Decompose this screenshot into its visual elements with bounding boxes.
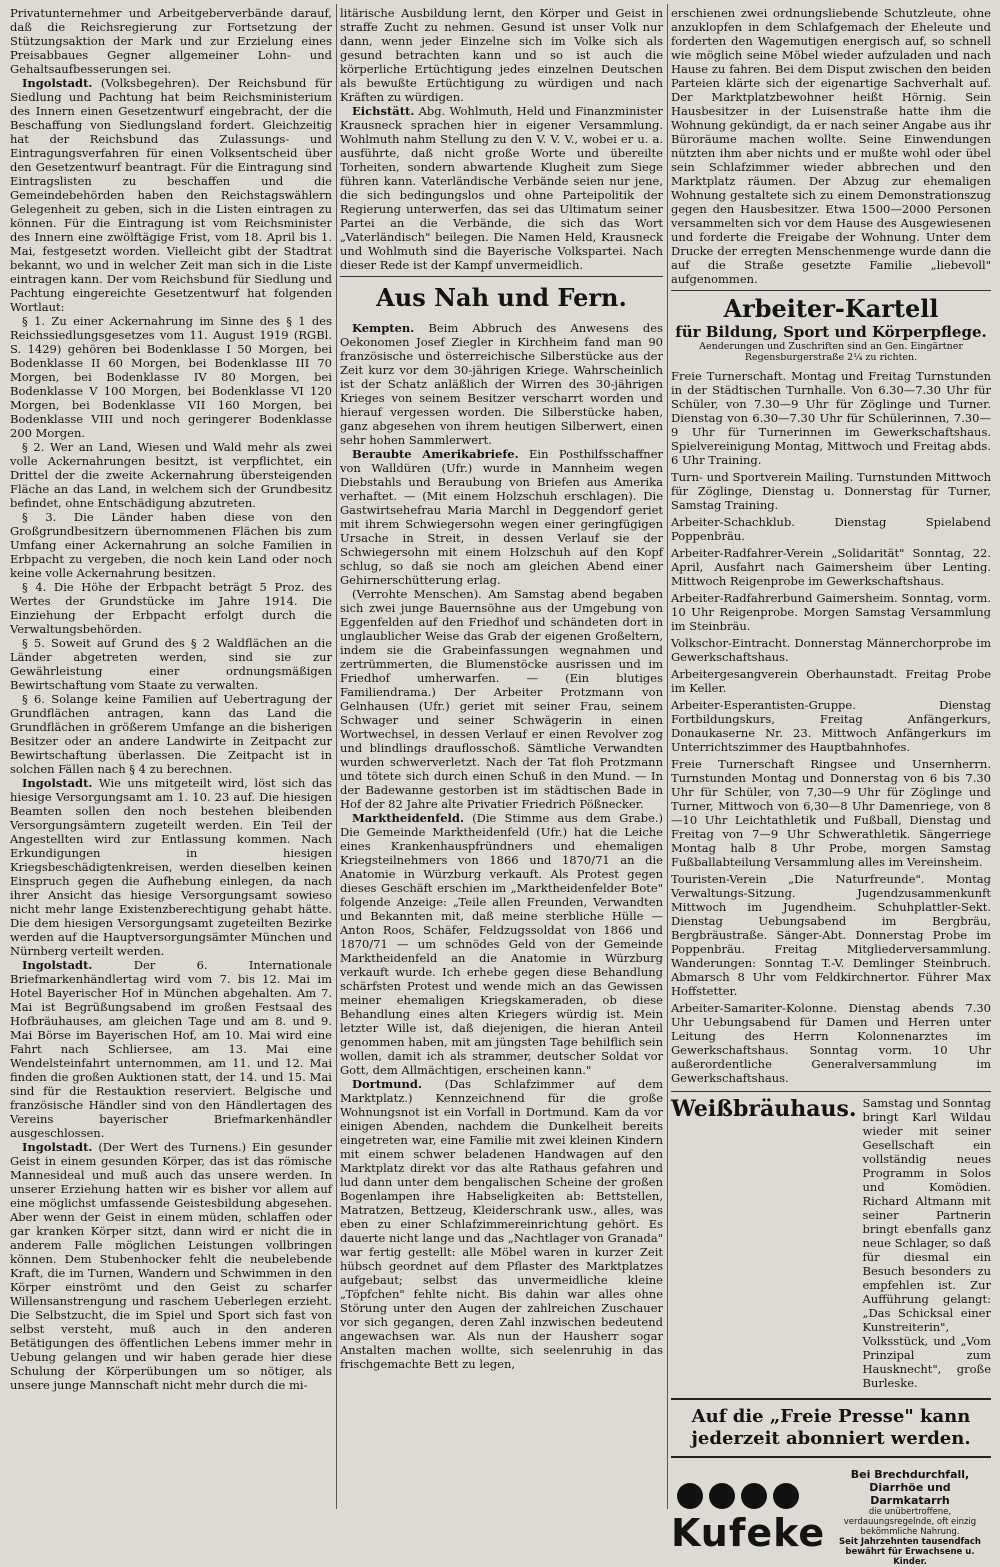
article-paragraph: erschienen zwei ordnungsliebende Schutzleute, ohne anzuklopfen in dem Schlafgemach der Eheleute und forderten den Wagemutigen energisch auf, so schnell wie möglich seine Möbel wieder aufzuladen und nach Hause zu fahren. Bei dem Disput zwischen den beiden Parteien klärte sich der eigenartige Sachverhalt auf. Der Marktplatzbewohner heißt Hörnig. Sein Hausbesitzer in der Luisenstraße hatte ihm die Wohnung gekündigt, da er nach seiner Angabe aus ihr Büroräume machen wollte. Seine Einwendungen nützten ihm aber nichts und er mußte wohl oder übel sein Schlafzimmer wieder abbrechen und den Marktplatz räumen. Der Abzug zur ehemaligen Wohnung gestaltete sich zu einem Demonstrationszug gegen den Hausbesitzer. Etwa 1500—2000 Personen versammelten sich vor dem Hause des Ausgewiesenen und forderte die Freigabe der Wohnung. Unter dem Drucke der erregten Menschenmenge wurde dann die auf die Straße gesetzte Familie „liebevoll" aufgenommen. [671,6,991,286]
article-paragraph: Privatunternehmer und Arbeitgeberverbände darauf, daß die Reichsregierung zur Fortsetzung der Stützungsaktion der Mark und zur Erzielung eines Preisabbaues Gegner allgemeiner Lohn- und Gehaltsaufbesserungen sei. [10,6,332,76]
kufeke-brand: Kufeke [671,1510,826,1555]
club-notice: Arbeitergesangverein Oberhaunstadt. Freitag Probe im Keller. [671,667,991,695]
article-paragraph [10,1140,332,1392]
article-text: Beim Abbruch des Anwesens des Oekonomen Josef Ziegler in Kirchheim fand man 90 französische und österreichische Silberstücke aus der Zeit kurz vor dem 30-jährigen Kriege. Wahrscheinlich ist der Schatz anläßlich der Wirren des 30-jährigen Krieges von seinem Besitzer verscharrt worden und hierauf vergessen worden. Die Silberstücke haben, ganz abgesehen von ihrem heutigen Silberwert, einen sehr hohen Sammlerwert. [340,321,663,447]
article-paragraph [340,447,663,587]
law-paragraph: § 6. Solange keine Familien auf Uebertragung der Grundflächen antragen, kann das Land die Grundflächen in größerem Umfange an die bisherigen Besitzer oder an andere Landwirte in Zeitpacht zur Bewirtschaftung überlassen. Die Zeitpacht ist in solchen Fällen nach § 4 zu berechnen. [10,692,332,776]
law-paragraph: § 2. Wer an Land, Wiesen und Wald mehr als zwei volle Ackernahrungen besitzt, ist verpflichtet, ein Drittel der die zweite Ackernahrung übersteigenden Fläche an das Land, in welchem sich der Grundbesitz befindet, ohne Entschädigung abzutreten. [10,440,332,510]
article-text: (Die Stimme aus dem Grabe.) Die Gemeinde Marktheidenfeld (Ufr.) hat die Leiche eines Krankenhauspfründners und ehemaligen Kriegsteilnehmers von 1866 und 1870/71 an die Anatomie in Würzburg verkauft. Als Protest gegen dieses Geschäft erschien im „Marktheidenfelder Bote" folgende Anzeige: „Teile allen Freunden, Verwandten und Bekannten mit, daß meine sterbliche Hülle — Anton Roos, Schäfer, Feldzugssoldat von 1866 und 1870/71 — um schnödes Geld von der Gemeinde Marktheidenfeld an die Anatomie in Würzburg verkauft wurde. Ich erhebe gegen diese Behandlung schärfsten Protest und wende mich an das Gewissen meiner ehemaligen Kriegskameraden, ob diese Behandlung eines alten Kriegers würdig ist. Mein letzter Wille ist, daß diejenigen, die hieran Anteil genommen haben, mit am jüngsten Tage behilflich sein wollen, damit ich als strammer, deutscher Soldat vor Gott, dem Allmächtigen, erscheinen kann." [340,811,663,1077]
club-notice: Arbeiter-Radfahrer-Verein „Solidarität" Sonntag, 22. April, Ausfahrt nach Gaimersheim über Lenting. Mittwoch Reigenprobe im Gewerkschaftshaus. [671,546,991,588]
kartell-subtitle: für Bildung, Sport und Körperpflege. [675,323,987,341]
dot-icon [741,1483,767,1509]
column-rule [667,4,668,1509]
article-text: Ein Posthilfsschaffner von Walldüren (Ufr.) wurde in Mannheim wegen Diebstahls und Beraubung von Briefen aus Amerika verhaftet. — (Mit einem Holzschuh erschlagen). Die Gastwirtsehefrau Maria Marchl in Deggendorf geriet mit ihrem Schwiegersohn wegen einer geringfügigen Ursache in Streit, in dessen Verlauf sie der Schwiegersohn mit einem Holzschuh auf den Kopf schlug, so daß sie noch am gleichen Abend einer Gehirnerschütterung erlag. [340,447,663,587]
kufeke-copy [829,1468,991,1567]
article-dateline: Ingolstadt. [22,1140,93,1154]
article-paragraph [340,104,663,272]
article-text: (Volksbegehren). Der Reichsbund für Siedlung und Pachtung hat beim Reichsministerium des Innern einen Gesetzentwurf eingebracht, der die Beschaffung von Siedlungsland fordert. Gleichzeitig hat der Reichsbund das Zulassungs- und Eintragungsverfahren für einen Volksentscheid über den Gesetzentwurf beantragt. Für die Eintragung sind Eintragslisten zu beschaffen und die Gemeindebehörden haben den Reichstagswählern Gelegenheit zu geben, sich in die Listen eintragen zu können. Für die Eintragung ist vom Reichsminister des Innern eine zwölftägige Frist, vom 18. April bis 1. Mai, festgesetzt worden. Vielleicht gibt der Stadtrat bekannt, wo und in welcher Zeit man sich in die Liste eintragen kann. Der vom Reichsbund für Siedlung und Pachtung eingereichte Gesetzentwurf hat folgenden Wortlaut: [10,76,332,314]
column-middle [340,6,663,1506]
article-paragraph [340,321,663,447]
law-paragraph: § 1. Zu einer Ackernahrung im Sinne des § 1 des Reichssiedlungsgesetzes vom 11. August 1919 (RGBl. S. 1429) gehören bei Bodenklasse I 50 Morgen, bei Bodenklasse II 60 Morgen, bei Bodenklasse III 70 Morgen, bei Bodenklasse IV 80 Morgen, bei Bodenklasse V 100 Morgen, bei Bodenklasse VI 120 Morgen, bei Bodenklasse VII 160 Morgen, bei Bodenklasse VIII und noch geringerer Bodenklasse 200 Morgen. [10,314,332,440]
article-paragraph [10,76,332,314]
club-notice: Arbeiter-Schachklub. Dienstag Spielabend Poppenbräu. [671,515,991,543]
kufeke-logo [671,1483,826,1555]
weissbraeuhaus-name: Weißbräuhaus. [671,1096,857,1122]
article-dateline: Ingolstadt. [22,76,93,90]
article-paragraph [340,811,663,1077]
kufeke-text: die unübertroffene, verdauungsregelnde, oft einzig bekömmliche Nahrung. [843,1507,977,1537]
dot-icon [773,1483,799,1509]
club-notice: Freie Turnerschaft. Montag und Freitag Turnstunden in der Städtischen Turnhalle. Von 6.30—7.30 Uhr für Schüler, von 7.30—9 Uhr für Zöglinge und Turner. Dienstag von 6.30—7.30 Uhr für Schülerinnen, 7.30—9 Uhr für Turnerinnen im Gewerkschaftshaus. Spielvereinigung Montag, Mittwoch und Freitag abds. 6 Uhr Training. [671,369,991,467]
law-paragraph: § 4. Die Höhe der Erbpacht beträgt 5 Proz. des Wertes der Grundstücke im Jahre 1914. Die Einziehung der Erbpacht erfolgt durch die Verwaltungsbehörden. [10,580,332,636]
club-notice: Volkschor-Eintracht. Donnerstag Männerchorprobe im Gewerkschaftshaus. [671,636,991,664]
kufeke-ad [671,1468,991,1567]
subscription-notice: Auf die „Freie Presse" kann jederzeit abonniert werden. [671,1398,991,1458]
article-dateline: Eichstätt. [352,104,415,118]
kartell-title: Arbeiter-Kartell [723,294,939,323]
article-text: (Der Wert des Turnens.) Ein gesunder Geist in einem gesunden Körper, das ist das römische Mannesideal und muß auch das unsere werden. In unserer Erziehung hatten wir es bisher vor allem auf eine möglichst umfassende Geistesbildung abgesehen. Aber wenn der Geist in einem müden, schlaffen oder gar kranken Körper sitzt, dann wird er nicht die in anderem Falle möglichen Leistungen vollbringen können. Dem Stubenhocker fehlt die neubelebende Kraft, die im Turnen, Wandern und Schwimmen in den Körper einströmt und den Geist zu scharfer Willensanstrengung und raschem Ueberlegen erzieht. Die Selbstzucht, die im Spiel und Sport sich fast von selbst versteht, muß auch in den anderen Betätigungen des öffentlichen Lebens immer mehr in Uebung gelangen und wir haben gerade hier diese Schulung der Körperübungen um so nötiger, als unsere junge Mannschaft nicht mehr durch die mi- [10,1140,332,1392]
club-notice: Arbeiter-Samariter-Kolonne. Dienstag abends 7.30 Uhr Uebungsabend für Damen und Herren unter Leitung des Herrn Kolonnenarztes im Gewerkschaftshaus. Sonntag vorm. 10 Uhr außerordentliche Generalversammlung im Gewerkschaftshaus. [671,1001,991,1085]
kufeke-footer: Seit Jahrzehnten tausendfach bewährt für Erwachsene u. Kinder. [839,1537,981,1567]
club-notice: Arbeiter-Esperantisten-Gruppe. Dienstag Fortbildungskurs, Freitag Anfängerkurs, Donaukaserne Nr. 23. Mittwoch Anfängerkurs im Unterrichtszimmer des Hauptbahnhofes. [671,698,991,754]
club-notice: Arbeiter-Radfahrerbund Gaimersheim. Sonntag, vorm. 10 Uhr Reigenprobe. Morgen Samstag Versammlung im Steinbräu. [671,591,991,633]
article-text: Wie uns mitgeteilt wird, löst sich das hiesige Versorgungsamt am 1. 10. 23 auf. Die hiesigen Beamten sollen den noch bestehen bleibenden Versorgungsämtern zugeteilt werden. Ein Teil der Angestellten wird zur Entlassung kommen. Nach Erkundigungen in hiesigen Kriegsbeschädigtenkreisen, werden dieselben keinen Einspruch gegen die Aufhebung einlegen, da nach ihrer Ansicht das hiesige Versorgungsamt sowieso nicht mehr lange Existenzberechtigung gehabt hätte. Die dem hiesigen Versorgungsamt zugeteilten Bezirke werden auf die Hauptversorgungsämter München und Nürnberg verteilt werden. [10,776,332,958]
article-dateline: Kempten. [352,321,415,335]
column-right [671,6,991,1567]
club-notice: Turn- und Sportverein Mailing. Turnstunden Mittwoch für Zöglinge, Dienstag u. Donnerstag für Turner, Samstag Training. [671,470,991,512]
article-paragraph [10,958,332,1140]
article-text: Der 6. Internationale Briefmarkenhändlertag wird vom 7. bis 12. Mai im Hotel Bayerischer Hof in München abgehalten. Am 7. Mai ist Begrüßungsabend im großen Festsaal des Hofbräuhauses, am gleichen Tage und am 8. und 9. Mai Börse im Bayerischen Hof, am 10. Mai wird eine Fahrt nach Schliersee, am 13. Mai eine Wendelsteinfahrt unternommen, am 11. und 12. Mai finden die großen Auktionen statt, der 14. und 15. Mai sind für die Restauktion reserviert. Belgische und französische Händler sind von den Händlertagen des Vereins bayerischer Briefmarkenhändler ausgeschlossen. [10,958,332,1140]
section-divider [340,276,663,277]
article-text: Abg. Wohlmuth, Held und Finanzminister Krausneck sprachen hier in eigener Versammlung. Wohlmuth nahm Stellung zu den V. V. V., wobei er u. a. ausführte, daß nicht große Worte und übereilte Torheiten, sondern abwartende Klugheit zum Siege führen kann. Vaterländische Verbände seien nur jene, die sich bedingungslos und ohne Parteipolitik der Regierung unterwerfen, das sei das Ultimatum seiner Partei an die Verbände, die sich das Wort „Vaterländisch" beilegen. Die Namen Held, Krausneck und Wohlmuth sind die Bayerische Volkspartei. Nach dieser Rede ist der Kampf unvermeidlich. [340,104,663,272]
kartell-note: Aenderungen und Zuschriften sind an Gen. Eingärtner Regensburgerstraße 2¼ zu richten. [699,341,963,363]
article-dateline: Ingolstadt. [22,958,93,972]
column-rule [336,4,337,1509]
column-left [10,6,332,1506]
club-notice: Freie Turnerschaft Ringsee und Unsernherrn. Turnstunden Montag und Donnerstag von 6 bis 7.30 Uhr für Schüler, von 7,30—9 Uhr für Zöglinge und Turner, Mittwoch von 6,30—8 Uhr Damenriege, von 8—10 Uhr Leichtathletik und Fußball, Dienstag und Freitag von 7—9 Uhr Schwerathletik. Sängerriege Montag halb 8 Uhr Probe, morgen Samstag Fußballabteilung Versammlung alles im Vereinsheim. [671,757,991,869]
law-paragraph: § 3. Die Länder haben diese von den Großgrundbesitzern übernommenen Flächen bis zum Umfang einer Ackernahrung an solche Familien in Erbpacht zu vergeben, die noch kein Land oder noch keine volle Ackernahrung besitzen. [10,510,332,580]
article-dateline: Marktheidenfeld. [352,811,464,825]
dot-icon [677,1483,703,1509]
kufeke-headline: Bei Brechdurchfall, Diarrhöe und Darmkatarrh [850,1468,970,1507]
weissbraeuhaus-text: Samstag und Sonntag bringt Karl Wildau wieder mit seiner Gesellschaft ein vollständig neues Programm in Solos und Komödien. Richard Altmann mit seiner Partnerin bringt ebenfalls ganz neue Schlager, so daß für diesmal ein Besuch besonders zu empfehlen ist. Zur Aufführung gelangt: „Das Schicksal einer Kunstreiterin", Volksstück, und „Vom Prinzipal zum Hausknecht", große Burleske. [862,1096,991,1390]
article-paragraph [10,776,332,958]
dot-icon [709,1483,735,1509]
article-dateline: Ingolstadt. [22,776,93,790]
club-notice: Touristen-Verein „Die Naturfreunde". Montag Verwaltungs-Sitzung. Jugendzusammenkunft Mittwoch im Jugendheim. Schuhplattler-Sekt. Dienstag Uebungsabend im Bergbräu, Bergbräustraße. Sänger-Abt. Donnerstag Probe im Poppenbräu. Freitag Mitgliederversammlung. Wanderungen: Sonntag T.-V. Demlinger Steinbruch. Abmarsch 8 Uhr vom Feldkirchnertor. Führer Max Hoffstetter. [671,872,991,998]
law-paragraph: § 5. Soweit auf Grund des § 2 Waldflächen an die Länder abgetreten werden, sind sie zur Gewährleistung einer ordnungsmäßigen Bewirtschaftung vom Staate zu verwalten. [10,636,332,692]
article-text: (Das Schlafzimmer auf dem Marktplatz.) Kennzeichnend für die große Wohnungsnot ist ein Vorfall in Dortmund. Kam da vor einigen Abenden, nachdem die Dunkelheit bereits eingetreten war, eine Familie mit zwei kleinen Kindern mit einem schwer beladenen Handwagen auf den Marktplatz direkt vor das alte Rathaus gefahren und lud dann unter dem bengalischen Scheine der großen Bogenlampen ihre Habseligkeiten ab: Bettstellen, Matratzen, Bettzeug, Kleiderschrank usw., alles, was eben zu einer Schlafzimmereinrichtung gehört. Es dauerte nicht lange und das „Nachtlager von Granada" war fertig gestellt: alle Möbel waren in kurzer Zeit hübsch geordnet auf dem Pflaster des Marktplatzes aufgebaut; selbst das unvermeidliche kleine „Töpfchen" fehlte nicht. Bis dahin war alles ohne Störung unter den Augen der zahlreichen Zuschauer vor sich gegangen, deren Zahl inzwischen bedeutend angewachsen war. Als nun der Hausherr sogar Anstalten machen wollte, sich seelenruhig in das frischgemachte Bett zu legen, [340,1077,663,1371]
weissbraeuhaus-ad [671,1091,991,1390]
dots-decoration [677,1483,821,1509]
article-paragraph: litärische Ausbildung lernt, den Körper und Geist in straffe Zucht zu nehmen. Gesund ist unser Volk nur dann, wenn jeder Einzelne sich im Volke sich als gesund betrachten kann und so ist auch die körperliche Ertüchtigung jedes einzelnen Deutschen als bewußte Ertüchtigung zu würdigen und nach Kräften zu würdigen. [340,6,663,104]
article-dateline: Dortmund. [352,1077,422,1091]
section-divider [671,290,991,291]
article-paragraph [340,1077,663,1371]
article-paragraph: (Verrohte Menschen). Am Samstag abend begaben sich zwei junge Bauernsöhne aus der Umgebung von Eggenfelden auf den Friedhof und schändeten dort in unglaublicher Weise das Grab der eigenen Großeltern, indem sie die Grabeinfassungen wegnahmen und zertrümmerten, die Blumenstöcke ausrissen und im Friedhof umherwarfen. — (Ein blutiges Familiendrama.) Der Arbeiter Protzmann von Gelnhausen (Ufr.) geriet mit seiner Frau, seinem Schwager und seiner Schwägerin in einen Wortwechsel, in dessen Verlauf er einen Revolver zog und blindlings drauflosschoß. Sämtliche Verwandten wurden schwerverletzt. Nach der Tat floh Protzmann und tötete sich durch einen Schuß in den Mund. — In der Badewanne gestorben ist im städtischen Bade in Hof der 82 Jahre alte Privatier Friedrich Pößnecker. [340,587,663,811]
article-dateline: Beraubte Amerikabriefe. [352,447,519,461]
section-heading: Aus Nah und Fern. [376,283,627,312]
